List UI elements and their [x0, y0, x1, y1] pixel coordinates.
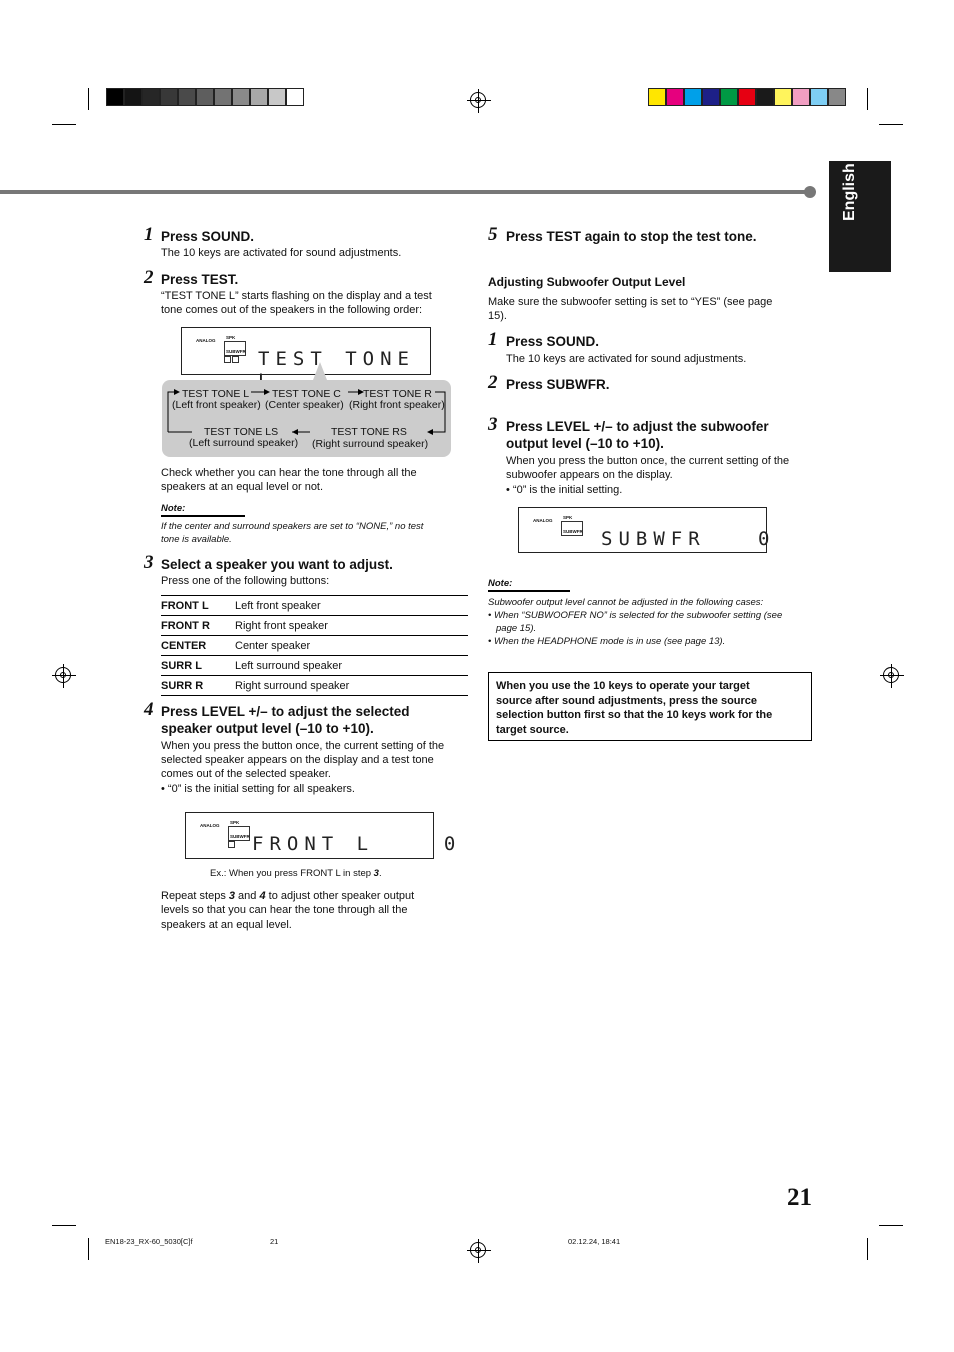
note-text: page 15).: [496, 623, 537, 634]
footer-file: EN18-23_RX-60_5030[C]f: [105, 1237, 193, 1246]
crop-mark: [879, 1225, 903, 1226]
note-text: • When the HEADPHONE mode is in use (see page 13).: [488, 636, 726, 647]
sequence-front-left-desc: (Left front speaker): [172, 399, 261, 411]
step-text: When you press the button once, the current setting of the: [161, 740, 445, 752]
crop-mark: [867, 88, 868, 110]
sequence-surround-left-desc: (Left surround speaker): [189, 437, 299, 449]
registration-target-icon: [55, 667, 71, 683]
step-text: comes out of the selected speaker.: [161, 768, 331, 780]
step-heading: Press LEVEL +/– to adjust the subwoofer: [506, 419, 769, 434]
color-swatch: [702, 88, 720, 106]
color-swatch: [232, 88, 250, 106]
repeat-text: to adjust other speaker output: [265, 890, 415, 902]
speaker-button-name: FRONT L: [161, 596, 235, 616]
color-swatch: [124, 88, 142, 106]
step-text: When you press the button once, the current setting of the: [506, 455, 790, 467]
display-panel: [518, 507, 776, 553]
note-rule: [488, 590, 570, 592]
speaker-description: Center speaker: [235, 636, 468, 656]
paragraph: speakers at an equal level.: [161, 919, 292, 931]
speaker-button-name: SURR R: [161, 676, 235, 696]
sequence-front-right-desc: (Right front speaker): [349, 399, 445, 411]
color-swatch: [286, 88, 304, 106]
step-text: • “0” is the initial setting.: [506, 484, 623, 496]
paragraph: [161, 889, 414, 903]
step-heading: Press SOUND.: [161, 229, 255, 244]
speaker-description: Right front speaker: [235, 616, 468, 636]
step-heading: speaker output level (–10 to +10).: [161, 721, 374, 736]
callout-text: When you use the 10 keys to operate your target: [496, 680, 750, 692]
note-text: If the center and surround speakers are set to “NONE,” no test: [161, 521, 424, 532]
note-label: Note:: [161, 503, 186, 514]
color-swatch: [666, 88, 684, 106]
color-swatch: [106, 88, 124, 106]
note-text: tone is available.: [161, 534, 232, 545]
language-tab-label: English: [841, 163, 858, 221]
color-swatch: [648, 88, 666, 106]
footer-page: 21: [270, 1237, 279, 1246]
color-swatch: [268, 88, 286, 106]
crop-mark: [867, 1238, 868, 1260]
paragraph: Make sure the subwoofer setting is set to “YES” (see page: [488, 296, 773, 308]
display-sw-indicator: SUBWFR: [563, 529, 583, 534]
color-swatch: [178, 88, 196, 106]
example-caption-end: .: [378, 868, 382, 879]
sequence-front-right: TEST TONE R: [363, 388, 432, 400]
table-row: [161, 636, 468, 656]
display-text: FRONT L 0: [252, 833, 462, 855]
display-spk-indicator: SPK: [230, 820, 240, 825]
step-heading: Press TEST again to stop the test tone.: [506, 229, 757, 244]
display-spk-indicator: SPK: [563, 515, 573, 520]
display-text: SUBWFR 0: [601, 528, 776, 550]
step-heading: Press SOUND.: [506, 334, 600, 349]
example-step-ref: 3: [373, 868, 379, 879]
test-tone-sequence: [162, 380, 451, 457]
speaker-description: Left front speaker: [235, 596, 468, 616]
display-analog-indicator: ANALOG: [533, 518, 553, 523]
registration-target-icon: [470, 1242, 486, 1258]
paragraph: 15).: [488, 310, 507, 322]
step-number: 3: [144, 552, 154, 573]
color-swatch: [756, 88, 774, 106]
display-square-icon: [228, 841, 235, 848]
crop-mark: [879, 124, 903, 125]
registration-target-icon: [883, 667, 899, 683]
color-swatch: [196, 88, 214, 106]
step-heading: Select a speaker you want to adjust.: [161, 557, 393, 572]
paragraph: speakers at an equal level or not.: [161, 481, 324, 493]
section-heading: Adjusting Subwoofer Output Level: [488, 275, 686, 289]
step-number: 2: [144, 267, 154, 288]
paragraph: levels so that you can hear the tone through all the: [161, 904, 408, 916]
repeat-text: and: [235, 890, 260, 902]
repeat-text: Repeat steps: [161, 890, 229, 902]
sequence-front-left: TEST TONE L: [182, 388, 250, 400]
step-number: 4: [144, 699, 154, 720]
callout-text: selection button first so that the 10 keys work for the: [496, 709, 773, 721]
color-swatch: [774, 88, 792, 106]
step-text: subwoofer appears on the display.: [506, 469, 673, 481]
note-text: Subwoofer output level cannot be adjusted in the following cases:: [488, 597, 764, 608]
paragraph: Check whether you can hear the tone through all the: [161, 467, 417, 479]
color-swatch: [684, 88, 702, 106]
example-caption: [210, 868, 382, 879]
display-text: TEST TONE: [258, 348, 415, 370]
table-row: [161, 596, 468, 616]
example-caption-text: Ex.: When you press FRONT L in step: [210, 868, 374, 879]
speaker-button-name: SURR L: [161, 656, 235, 676]
callout-box: [488, 672, 812, 741]
footer-date: 02.12.24, 18:41: [568, 1237, 621, 1246]
display-pointer: [313, 362, 327, 380]
repeat-step-ref: 4: [259, 890, 266, 902]
note-text: • When “SUBWOOFER NO” is selected for the subwoofer setting (see: [488, 610, 783, 621]
step-number: 1: [488, 329, 498, 350]
crop-mark: [88, 88, 89, 110]
header-rule: [0, 190, 806, 194]
step-number: 1: [144, 224, 154, 245]
table-row: [161, 656, 468, 676]
speaker-button-name: FRONT R: [161, 616, 235, 636]
sequence-surround-right: TEST TONE RS: [331, 426, 407, 438]
sequence-center: TEST TONE C: [272, 388, 341, 400]
note-rule: [161, 515, 245, 517]
speaker-button-table: [161, 595, 468, 696]
color-swatch: [142, 88, 160, 106]
page-number: 21: [787, 1184, 812, 1211]
table-row: [161, 676, 468, 696]
callout-text: target source.: [496, 723, 569, 736]
crop-mark: [52, 1225, 76, 1226]
step-number: 5: [488, 224, 498, 245]
grayscale-calibration-strip: [106, 88, 304, 106]
color-swatch: [250, 88, 268, 106]
color-swatch: [792, 88, 810, 106]
step-text: selected speaker appears on the display and a test tone: [161, 754, 434, 766]
table-row: [161, 616, 468, 636]
callout-text: source after sound adjustments, press the source: [496, 694, 758, 707]
sequence-center-desc: (Center speaker): [265, 399, 344, 411]
language-tab: [829, 161, 891, 272]
sequence-surround-right-desc: (Right surround speaker): [312, 438, 429, 450]
color-swatch: [738, 88, 756, 106]
display-analog-indicator: ANALOG: [200, 823, 220, 828]
crop-mark: [52, 124, 76, 125]
step-text: The 10 keys are activated for sound adjustments.: [506, 353, 747, 365]
crop-mark: [88, 1238, 89, 1260]
step-number: 2: [488, 372, 498, 393]
color-swatch: [160, 88, 178, 106]
speaker-description: Right surround speaker: [235, 676, 468, 696]
step-text: The 10 keys are activated for sound adjustments.: [161, 247, 402, 259]
repeat-step-ref: 3: [228, 890, 235, 902]
step-heading: Press TEST.: [161, 272, 239, 287]
registration-target-icon: [470, 92, 486, 108]
step-heading: Press LEVEL +/– to adjust the selected: [161, 704, 410, 719]
step-text: • “0” is the initial setting for all speakers.: [161, 783, 355, 795]
color-swatch: [720, 88, 738, 106]
color-swatch: [828, 88, 846, 106]
step-text: tone comes out of the speakers in the following order:: [161, 304, 423, 316]
step-heading: output level (–10 to +10).: [506, 436, 664, 451]
note-label: Note:: [488, 578, 513, 589]
display-sw-indicator: SUBWFR: [226, 349, 246, 354]
step-heading: Press SUBWFR.: [506, 377, 610, 392]
header-rule-dot: [804, 186, 816, 198]
display-square-icon: [224, 356, 231, 363]
speaker-button-name: CENTER: [161, 636, 235, 656]
step-text: “TEST TONE L” starts flashing on the display and a test: [161, 290, 432, 302]
display-panel: [185, 812, 462, 859]
speaker-description: Left surround speaker: [235, 656, 468, 676]
step-text: Press one of the following buttons:: [161, 575, 330, 587]
display-panel: [181, 327, 431, 375]
display-sw-indicator: SUBWFR: [230, 834, 250, 839]
display-analog-indicator: ANALOG: [196, 338, 216, 343]
color-swatch: [810, 88, 828, 106]
color-swatch: [214, 88, 232, 106]
display-square-icon: [232, 356, 239, 363]
display-spk-indicator: SPK: [226, 335, 236, 340]
sequence-surround-left: TEST TONE LS: [204, 426, 279, 438]
step-number: 3: [488, 414, 498, 435]
color-calibration-strip: [648, 88, 846, 106]
